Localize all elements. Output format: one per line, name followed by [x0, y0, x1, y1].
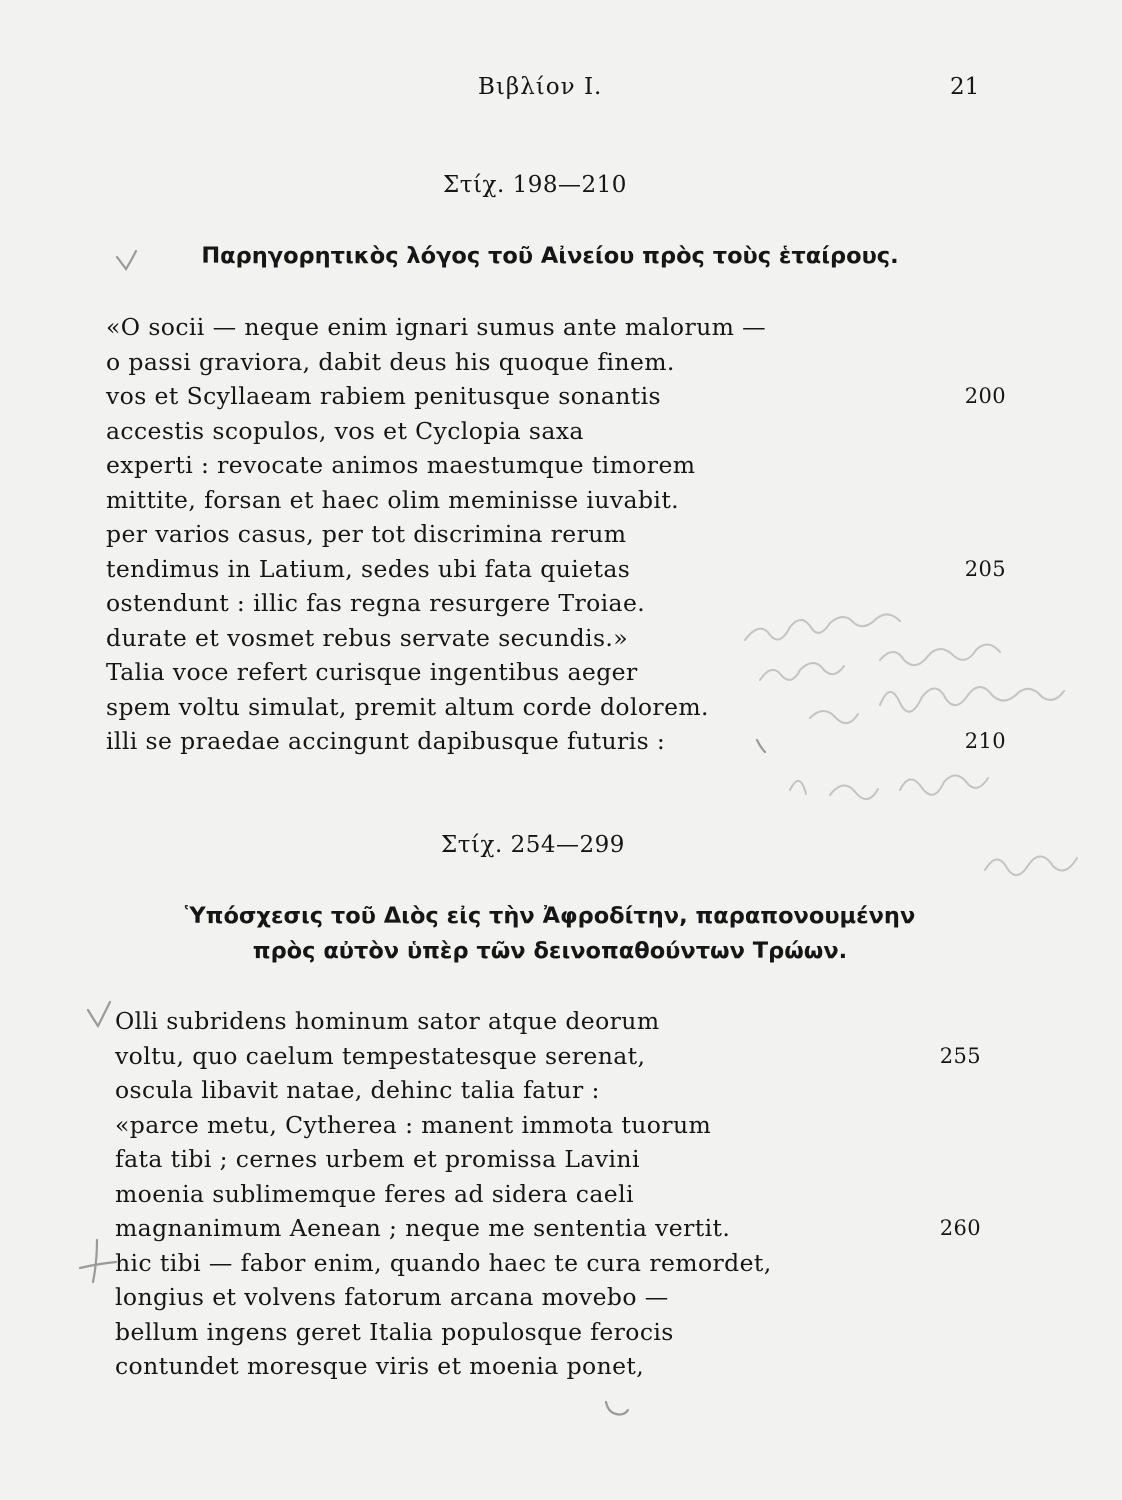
- verse-text: longius et volvens fatorum arcana movebo —: [115, 1283, 669, 1311]
- page-number: 21: [950, 74, 980, 100]
- verse-text: experti : revocate animos maestumque timorem: [106, 451, 696, 479]
- verse-text: Talia voce refert curisque ingentibus aeger: [106, 658, 638, 686]
- verse-text: accestis scopulos, vos et Cyclopia saxa: [106, 416, 584, 445]
- section-2-title-line: πρὸς αὐτὸν ὑπὲρ τῶν δεινοπαθούντων Τρώων.: [252, 938, 848, 964]
- verse-text: fata tibi ; cernes urbem et promissa Lavini: [115, 1145, 640, 1173]
- verse-line: [106, 483, 1006, 518]
- line-number: 205: [964, 556, 1006, 581]
- verse-text: bellum ingens geret Italia populosque ferocis: [115, 1317, 674, 1346]
- verse-text: «O socii — neque enim ignari sumus ante malorum —: [106, 313, 767, 341]
- verse-line: [115, 1142, 981, 1177]
- section-1-verses: [106, 310, 1006, 759]
- verse-text: «parce metu, Cytherea : manent immota tuorum: [115, 1110, 712, 1139]
- verse-text: hic tibi — fabor enim, quando haec te cura remordet,: [115, 1248, 772, 1277]
- verse-text: voltu, quo caelum tempestatesque serenat,: [115, 1041, 646, 1070]
- line-number: 210: [964, 729, 1006, 753]
- verse-line: [115, 1039, 981, 1074]
- verse-text: illi se praedae accingunt dapibusque futuris :: [106, 727, 666, 755]
- verse-line: [115, 1211, 981, 1246]
- verse-text: oscula libavit natae, dehinc talia fatur :: [115, 1076, 600, 1104]
- verse-line: [115, 1177, 981, 1212]
- verse-text: durate et vosmet rebus servate secundis.»: [106, 623, 629, 652]
- verse-line: [106, 517, 1006, 552]
- verse-line: [106, 448, 1006, 483]
- section-1-title-line: Παρηγορητικὸς λόγος τοῦ Αἰνείου πρὸς τοὺς ἑταίρους.: [201, 243, 899, 269]
- verse-text: mittite, forsan et haec olim meminisse iuvabit.: [106, 485, 680, 514]
- verse-text: ostendunt : illic fas regna resurgere Troiae.: [106, 589, 646, 617]
- verse-text: contundet moresque viris et moenia ponet,: [115, 1352, 645, 1380]
- verse-line: [106, 552, 1006, 587]
- verse-line: [106, 379, 1006, 414]
- line-number: 260: [939, 1216, 981, 1240]
- verse-line: [115, 1073, 981, 1108]
- verse-line: [106, 621, 1006, 656]
- running-title: Βιβλίον Ι.: [478, 74, 603, 100]
- section-1-verse-range: Στίχ. 198—210: [443, 172, 627, 198]
- verse-line: [115, 1246, 981, 1281]
- verse-line: [106, 586, 1006, 621]
- verse-text: tendimus in Latium, sedes ubi fata quietas: [106, 554, 631, 583]
- verse-line: [106, 414, 1006, 449]
- verse-line: [115, 1280, 981, 1315]
- verse-text: moenia sublimemque feres ad sidera caeli: [115, 1179, 634, 1208]
- verse-line: [106, 690, 1006, 725]
- verse-line: [106, 724, 1006, 759]
- verse-line: [115, 1315, 981, 1350]
- section-2-title-line: Ὑπόσχεσις τοῦ Διὸς εἰς τὴν Ἀφροδίτην, παραπονουμένην: [184, 903, 916, 929]
- verse-text: Olli subridens hominum sator atque deorum: [115, 1007, 660, 1035]
- verse-text: magnanimum Aenean ; neque me sententia vertit.: [115, 1214, 731, 1242]
- verse-line: [115, 1349, 981, 1384]
- verse-text: vos et Scyllaeam rabiem penitusque sonantis: [106, 382, 661, 410]
- verse-line: [106, 345, 1006, 380]
- verse-text: o passi graviora, dabit deus his quoque finem.: [106, 347, 675, 376]
- line-number: 200: [964, 384, 1006, 408]
- section-2-verses: [115, 1004, 981, 1384]
- verse-line: [115, 1004, 981, 1039]
- section-1-title: [100, 239, 1000, 274]
- verse-text: spem voltu simulat, premit altum corde dolorem.: [106, 692, 709, 721]
- verse-line: [106, 310, 1006, 345]
- line-number: 255: [939, 1043, 981, 1068]
- section-2-verse-range: Στίχ. 254—299: [441, 832, 625, 858]
- section-2-title: [80, 899, 1020, 969]
- verse-line: [106, 655, 1006, 690]
- verse-line: [115, 1108, 981, 1143]
- verse-text: per varios casus, per tot discrimina rerum: [106, 520, 627, 548]
